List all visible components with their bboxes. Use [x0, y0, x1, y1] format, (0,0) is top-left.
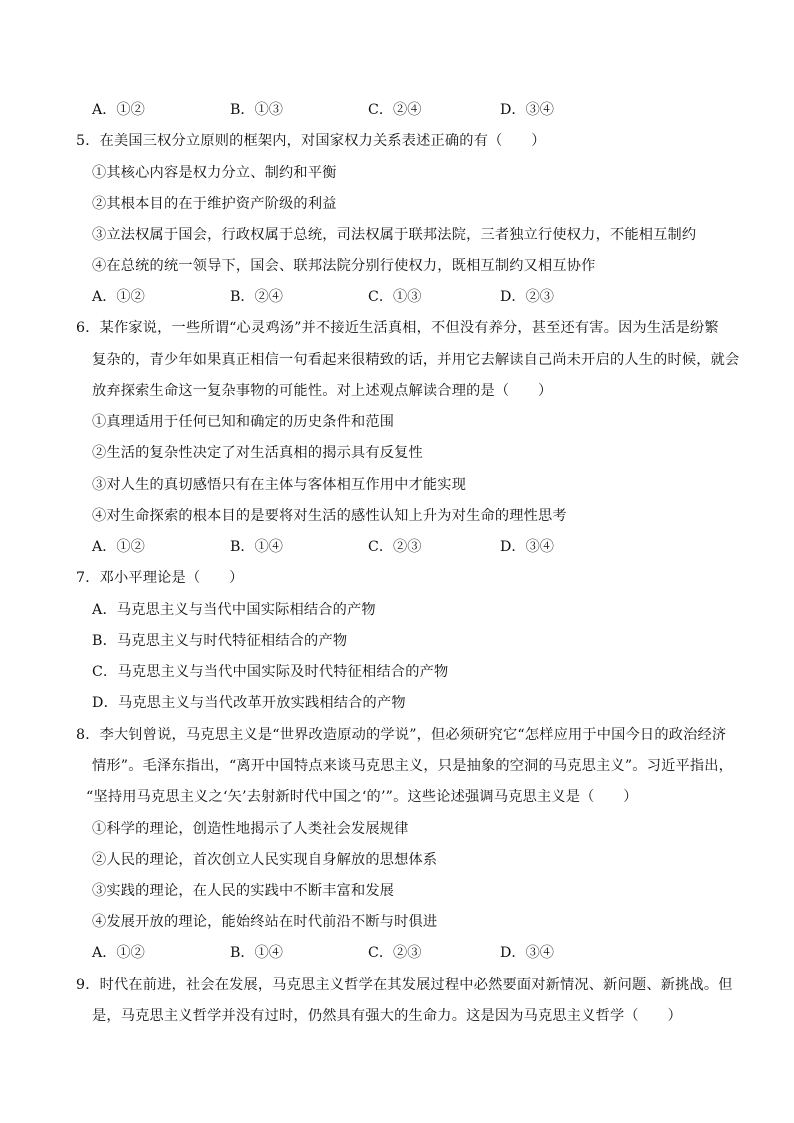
q8-stem-line-1: 8．李大钊曾说，马克思主义是“世界改造原动的学说”，但必须研究它“怎样应用于中国今日的政治经济 — [76, 727, 727, 743]
q5-stem: 5．在美国三权分立原则的框架内，对国家权力关系表述正确的有（ ） — [76, 133, 546, 149]
q5-option-a[interactable]: A．①② — [92, 289, 145, 305]
q6-item-1: ①真理适用于任何已知和确定的历史条件和范围 — [92, 414, 395, 430]
q5-item-3: ③立法权属于国会，行政权属于总统，司法权属于联邦法院，三者独立行使权力，不能相互制约 — [92, 227, 697, 243]
q5-item-1: ①其核心内容是权力分立、制约和平衡 — [92, 165, 337, 181]
q6-stem-line-2: 复杂的，青少年如果真正相信一句看起来很精致的话，并用它去解读自己尚未开启的人生的时候，就会 — [92, 352, 740, 368]
q8-stem-line-3: “坚持用马克思主义之‘矢’去射新时代中国之‘的’”。这些论述强调马克思主义是（ ） — [86, 789, 638, 805]
q8-item-1: ①科学的理论，创造性地揭示了人类社会发展规律 — [92, 821, 409, 837]
q9-stem-line-1: 9．时代在前进，社会在发展，马克思主义哲学在其发展过程中必然要面对新情况、新问题、新挑战。但 — [76, 977, 733, 993]
q8-item-2: ②人民的理论，首次创立人民实现自身解放的思想体系 — [92, 852, 438, 868]
q8-item-3: ③实践的理论，在人民的实践中不断丰富和发展 — [92, 883, 395, 899]
q7-choice-b[interactable]: B．马克思主义与时代特征相结合的产物 — [92, 633, 348, 649]
option-c[interactable]: C．②④ — [368, 102, 422, 118]
q6-option-c[interactable]: C．②③ — [368, 539, 422, 555]
q5-item-2: ②其根本目的在于维护资产阶级的利益 — [92, 196, 337, 212]
q8-item-4: ④发展开放的理论，能始终站在时代前沿不断与时俱进 — [92, 914, 438, 930]
q6-stem-line-3: 放弃探索生命这一复杂事物的可能性。对上述观点解读合理的是（ ） — [92, 383, 553, 399]
q7-choice-d[interactable]: D．马克思主义与当代改革开放实践相结合的产物 — [92, 695, 406, 711]
q6-item-2: ②生活的复杂性决定了对生活真相的揭示具有反复性 — [92, 445, 423, 461]
q6-option-d[interactable]: D．③④ — [500, 539, 554, 555]
q6-option-a[interactable]: A．①② — [92, 539, 145, 555]
q6-item-4: ④对生命探索的根本目的是要将对生活的感性认知上升为对生命的理性思考 — [92, 508, 567, 524]
q5-option-d[interactable]: D．②③ — [500, 289, 554, 305]
q6-item-3: ③对人生的真切感悟只有在主体与客体相互作用中才能实现 — [92, 477, 467, 493]
option-b[interactable]: B．①③ — [230, 102, 283, 118]
q8-option-b[interactable]: B．①④ — [230, 945, 283, 961]
q7-choice-c[interactable]: C．马克思主义与当代中国实际及时代特征相结合的产物 — [92, 664, 449, 680]
q5-item-4: ④在总统的统一领导下，国会、联邦法院分别行使权力，既相互制约又相互协作 — [92, 258, 596, 274]
q8-option-d[interactable]: D．③④ — [500, 945, 554, 961]
q5-option-b[interactable]: B．②④ — [230, 289, 283, 305]
option-a[interactable]: A．①② — [92, 102, 145, 118]
q7-stem: 7．邓小平理论是（ ） — [76, 570, 244, 586]
q6-stem-line-1: 6．某作家说，一些所谓“心灵鸡汤”并不接近生活真相，不但没有养分，甚至还有害。因为生活是纷繁 — [76, 320, 719, 336]
q8-option-c[interactable]: C．②③ — [368, 945, 422, 961]
q5-option-c[interactable]: C．①③ — [368, 289, 422, 305]
option-d[interactable]: D．③④ — [500, 102, 554, 118]
q9-stem-line-2: 是，马克思主义哲学并没有过时，仍然具有强大的生命力。这是因为马克思主义哲学（ ） — [92, 1008, 682, 1024]
q8-stem-line-2: 情形”。毛泽东指出，“离开中国特点来谈马克思主义，只是抽象的空洞的马克思主义”。习近平指出， — [92, 758, 734, 774]
q8-option-a[interactable]: A．①② — [92, 945, 145, 961]
q6-option-b[interactable]: B．①④ — [230, 539, 283, 555]
q7-choice-a[interactable]: A．马克思主义与当代中国实际相结合的产物 — [92, 602, 376, 618]
